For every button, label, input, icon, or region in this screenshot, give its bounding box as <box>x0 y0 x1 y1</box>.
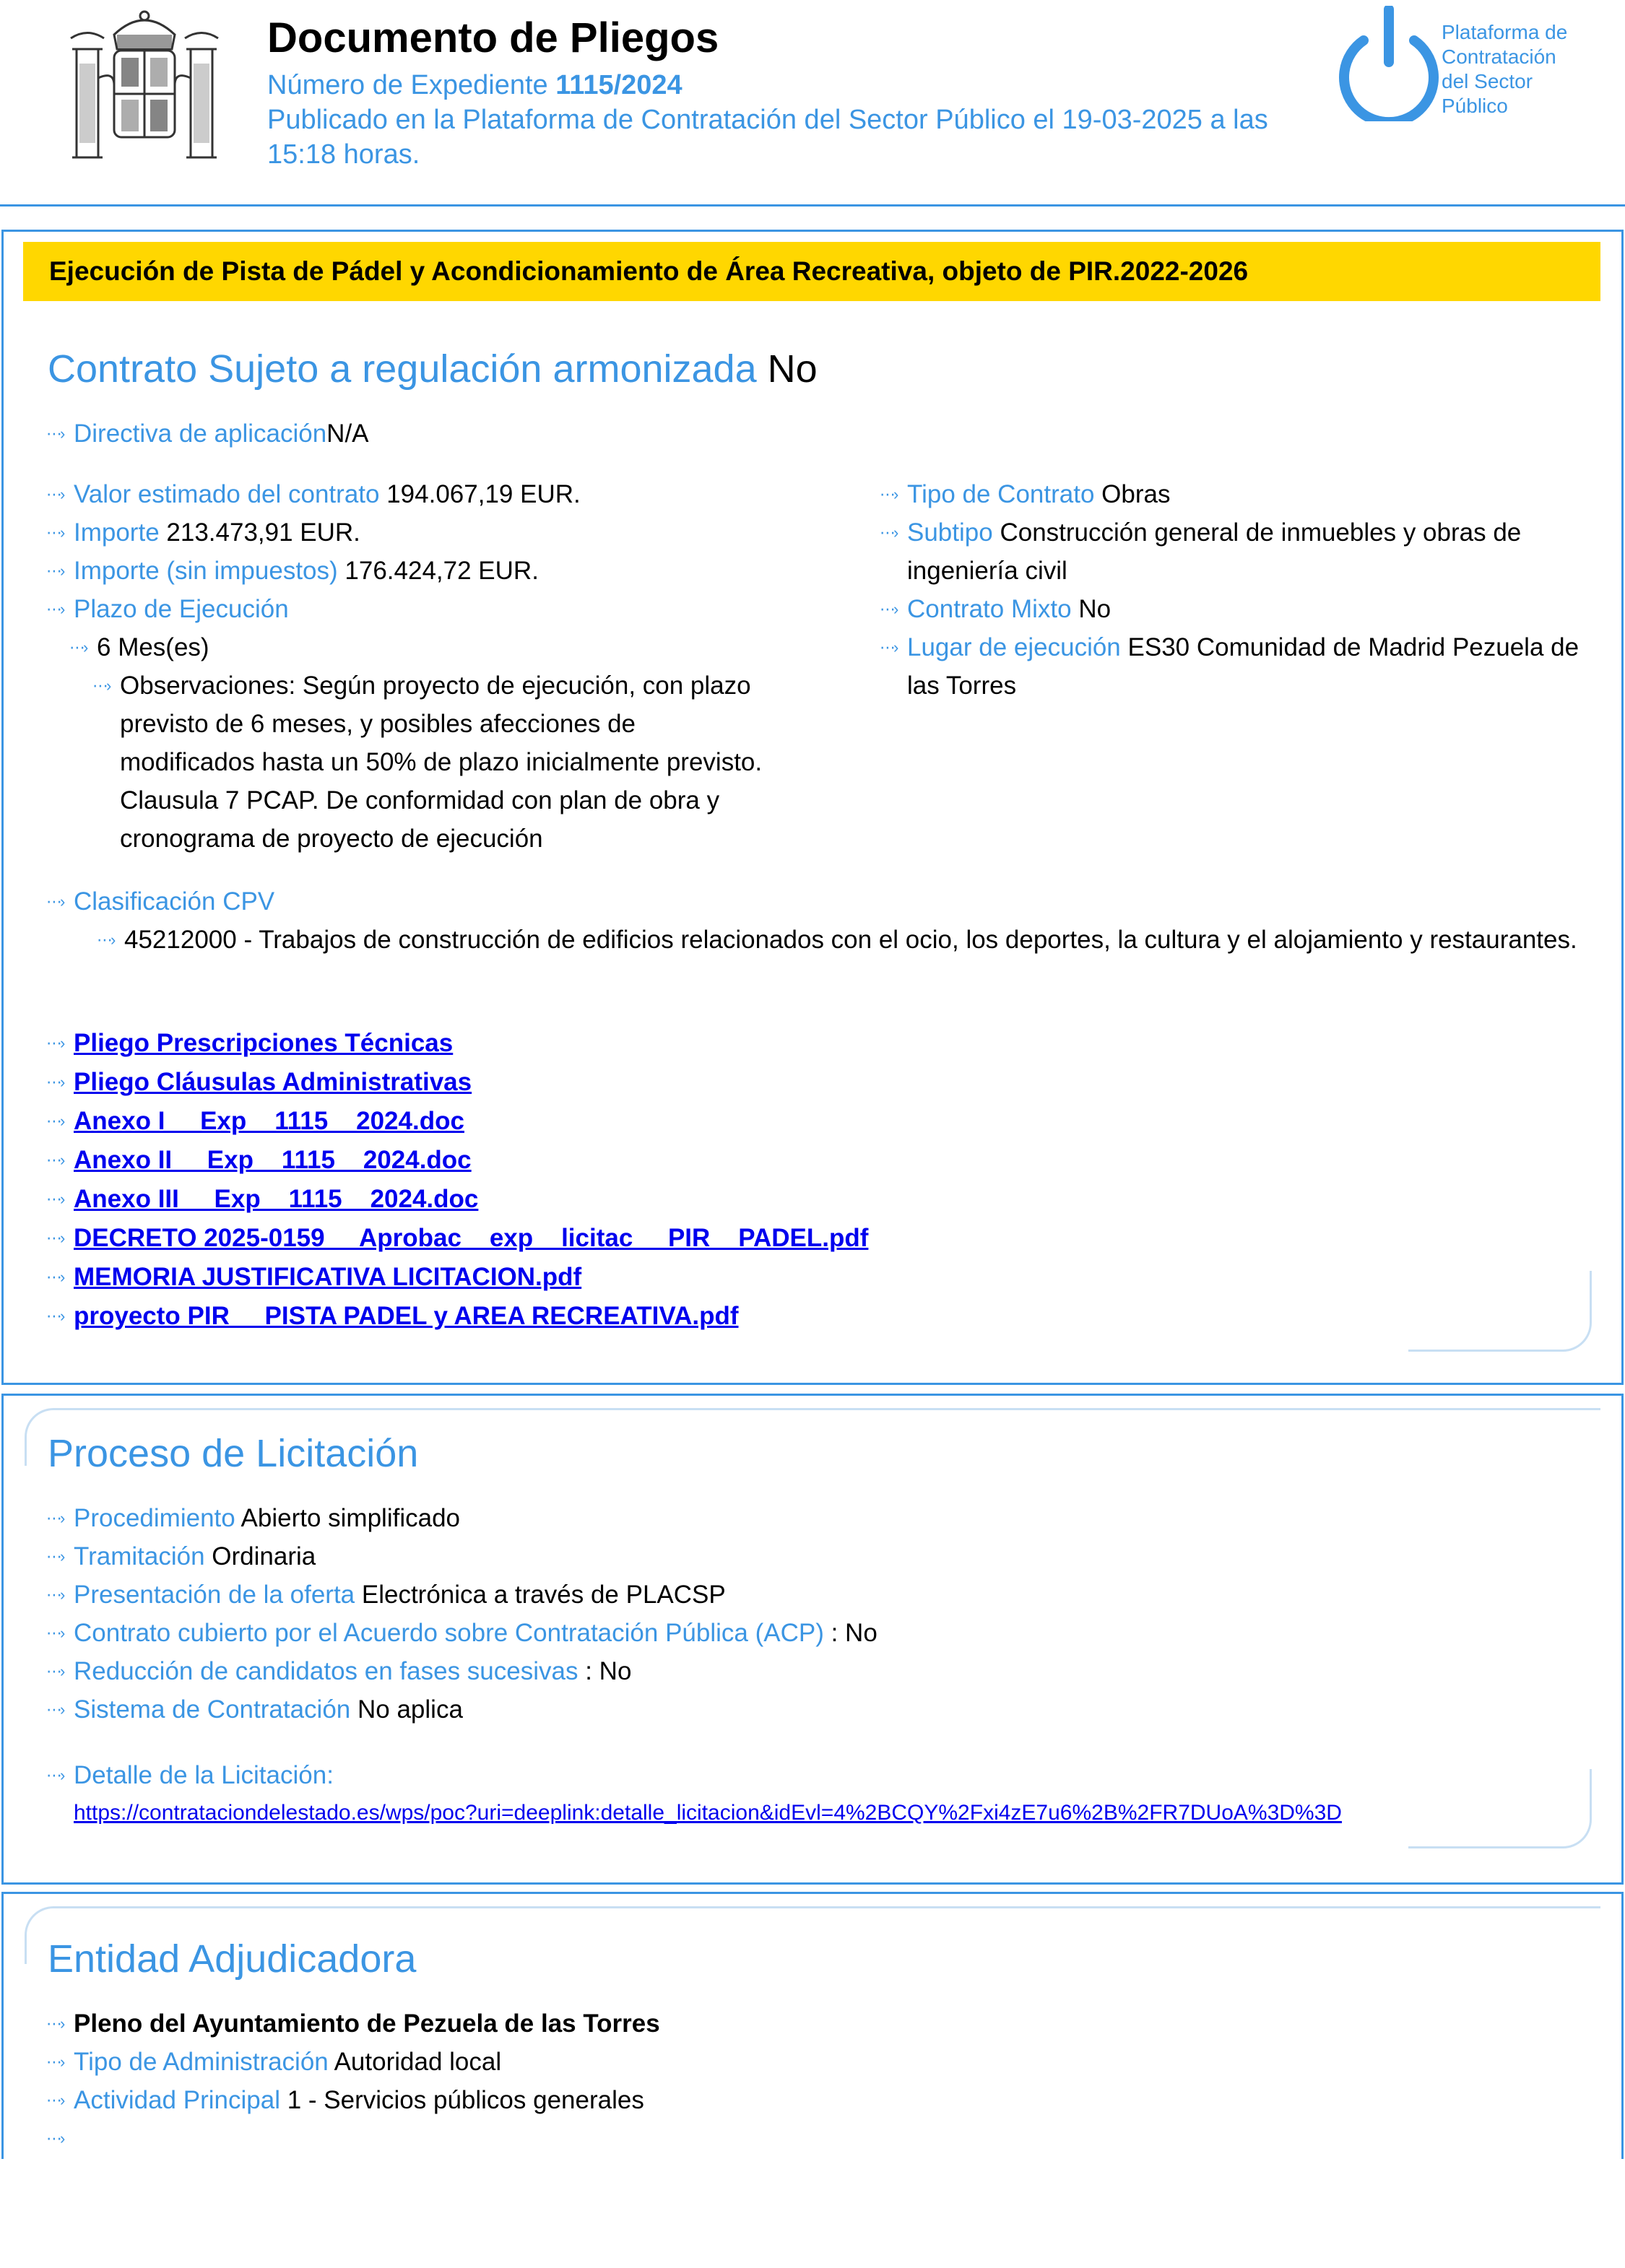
tipo-row: ⋯› Tipo de Contrato Obras <box>880 480 1171 508</box>
arrow-icon: ⋯› <box>46 600 64 618</box>
arrow-icon: ⋯› <box>46 2091 64 2109</box>
arrow-icon: ⋯› <box>46 1624 64 1642</box>
cpv-value-row: ⋯› 45212000 - Trabajos de construcción de edificios relacionados con el ocio, los deportes, la cultura y el alojamiento y restaurantes. <box>97 926 1577 954</box>
document-link-row <box>46 1063 472 1101</box>
page-footer-blank <box>0 2159 1625 2268</box>
entidad-heading: Entidad Adjudicadora <box>48 1937 417 1981</box>
subtipo-row: ⋯› Subtipo Construcción general de inmuebles y obras de ingeniería civil <box>880 518 1522 585</box>
document-link-proyecto[interactable]: proyecto PIR__ PISTA PADEL y AREA RECREATIVA.pdf <box>74 1302 739 1330</box>
document-link-pliego-administrativas[interactable]: Pliego Cláusulas Administrativas <box>74 1068 472 1096</box>
arrow-icon: ⋯› <box>46 1662 64 1680</box>
section-decoration <box>1408 1271 1592 1352</box>
document-link-row <box>46 1219 868 1257</box>
coat-of-arms-logo <box>64 6 225 170</box>
arrow-icon: ⋯› <box>46 2053 64 2071</box>
arrow-icon: ⋯› <box>880 523 897 542</box>
empty-row <box>46 2119 74 2158</box>
arrow-icon: ⋯› <box>46 1268 64 1286</box>
published-line: Publicado en la Plataforma de Contratación del Sector Público el 19-03-2025 a las 15:18 horas. <box>267 105 1268 170</box>
cpv-row: ⋯› Clasificación CPV <box>46 887 275 916</box>
arrow-icon: ⋯› <box>46 1307 64 1325</box>
procedimiento-row: ⋯› Procedimiento Abierto simplificado <box>46 1504 460 1532</box>
arrow-icon: ⋯› <box>46 1073 64 1091</box>
document-link-decreto[interactable]: DECRETO 2025-0159__ Aprobac__exp__licitac__ PIR__PADEL.pdf <box>74 1224 869 1252</box>
expediente-label: Número de Expediente <box>267 70 548 100</box>
arrow-icon: ⋯› <box>880 485 897 503</box>
detalle-url-row <box>74 1794 1342 1832</box>
arrow-icon: ⋯› <box>46 1547 64 1565</box>
tramitacion-row: ⋯› Tramitación Ordinaria <box>46 1542 316 1570</box>
mixto-row: ⋯› Contrato Mixto No <box>880 595 1112 623</box>
arrow-icon: ⋯› <box>46 1229 64 1247</box>
importe-row: ⋯› Importe 213.473,91 EUR. <box>46 518 360 547</box>
plazo-value-row: ⋯› 6 Mes(es) <box>69 633 209 661</box>
page-header <box>0 0 1625 207</box>
actividad-row: ⋯› Actividad Principal 1 - Servicios públicos generales <box>46 2086 644 2114</box>
arrow-icon: ⋯› <box>880 638 897 656</box>
document-link-anexo-i[interactable]: Anexo I__ Exp__1115__2024.doc <box>74 1107 464 1135</box>
document-link-pliego-tecnicas[interactable]: Pliego Prescripciones Técnicas <box>74 1029 454 1057</box>
plazo-row: ⋯› Plazo de Ejecución <box>46 595 289 623</box>
arrow-icon: ⋯› <box>69 638 87 656</box>
arrow-icon: ⋯› <box>46 1586 64 1604</box>
presentacion-row: ⋯› Presentación de la oferta Electrónica a través de PLACSP <box>46 1581 726 1609</box>
arrow-icon: ⋯› <box>46 1151 64 1169</box>
document-link-anexo-ii[interactable]: Anexo II__ Exp__1115__2024.doc <box>74 1146 472 1174</box>
document-link-row <box>46 1258 581 1296</box>
entidad-name-row: ⋯› Pleno del Ayuntamiento de Pezuela de las Torres <box>46 2010 660 2038</box>
armonizada-heading: Contrato Sujeto a regulación armonizada No <box>48 347 818 391</box>
importe-sin-row: ⋯› Importe (sin impuestos) 176.424,72 EUR. <box>46 557 539 585</box>
contract-title: Ejecución de Pista de Pádel y Acondicionamiento de Área Recreativa, objeto de PIR.2022-2026 <box>23 242 1600 301</box>
arrow-icon: ⋯› <box>46 2129 64 2147</box>
arrow-icon: ⋯› <box>46 1766 64 1784</box>
observaciones-row: ⋯› Observaciones: Según proyecto de ejecución, con plazo previsto de 6 meses, y posibles afecciones de modificados hasta un 50% de plazo inicialmente previsto. Clausula 7 PCAP. De conformidad con plan de obra y cronograma de proyecto de ejecución <box>92 672 763 853</box>
arrow-icon: ⋯› <box>46 485 64 503</box>
section-decoration <box>1408 1769 1592 1848</box>
expediente-number: 1115/2024 <box>555 70 682 100</box>
document-link-memoria[interactable]: MEMORIA JUSTIFICATIVA LICITACION.pdf <box>74 1263 582 1291</box>
detalle-row: ⋯› Detalle de la Licitación: <box>46 1761 334 1789</box>
arrow-icon: ⋯› <box>46 562 64 580</box>
acp-row: ⋯› Contrato cubierto por el Acuerdo sobre Contratación Pública (ACP) : No <box>46 1619 878 1647</box>
arrow-icon: ⋯› <box>46 1112 64 1130</box>
arrow-icon: ⋯› <box>46 1700 64 1719</box>
document-link-row <box>46 1141 472 1179</box>
reduccion-row: ⋯› Reducción de candidatos en fases sucesivas : No <box>46 1657 632 1685</box>
arrow-icon: ⋯› <box>92 677 110 695</box>
arrow-icon: ⋯› <box>46 892 64 911</box>
document-link-row <box>46 1024 453 1062</box>
detalle-licitacion-link[interactable]: https://contrataciondelestado.es/wps/poc?uri=deeplink:detalle_licitacion&idEvl=4%2BCQY%2Fxi4zE7u6%2B%2FR7DUoA%3D%3D <box>74 1801 1342 1825</box>
arrow-icon: ⋯› <box>46 1190 64 1208</box>
directiva-row: ⋯› Directiva de aplicaciónN/A <box>46 420 369 448</box>
document-link-row <box>46 1297 739 1335</box>
document-link-row <box>46 1102 464 1140</box>
arrow-icon: ⋯› <box>46 523 64 542</box>
placsp-logo-text: Plataforma de Contratación del Sector Público <box>1442 21 1568 117</box>
arrow-icon: ⋯› <box>97 931 114 949</box>
tipo-admin-row: ⋯› Tipo de Administración Autoridad local <box>46 2048 502 2076</box>
document-link-row <box>46 1180 478 1218</box>
document-link-anexo-iii[interactable]: Anexo III__ Exp__1115__2024.doc <box>74 1185 479 1213</box>
proceso-heading: Proceso de Licitación <box>48 1432 419 1475</box>
lugar-row: ⋯› Lugar de ejecución ES30 Comunidad de Madrid Pezuela de las Torres <box>880 633 1580 700</box>
expediente-line <box>267 68 682 103</box>
arrow-icon: ⋯› <box>46 2015 64 2033</box>
arrow-icon: ⋯› <box>46 1034 64 1052</box>
arrow-icon: ⋯› <box>880 600 897 618</box>
arrow-icon: ⋯› <box>46 425 64 443</box>
page-title: Documento de Pliegos <box>267 14 719 61</box>
sistema-row: ⋯› Sistema de Contratación No aplica <box>46 1695 463 1724</box>
arrow-icon: ⋯› <box>46 1509 64 1527</box>
valor-row: ⋯› Valor estimado del contrato 194.067,19 EUR. <box>46 480 581 508</box>
